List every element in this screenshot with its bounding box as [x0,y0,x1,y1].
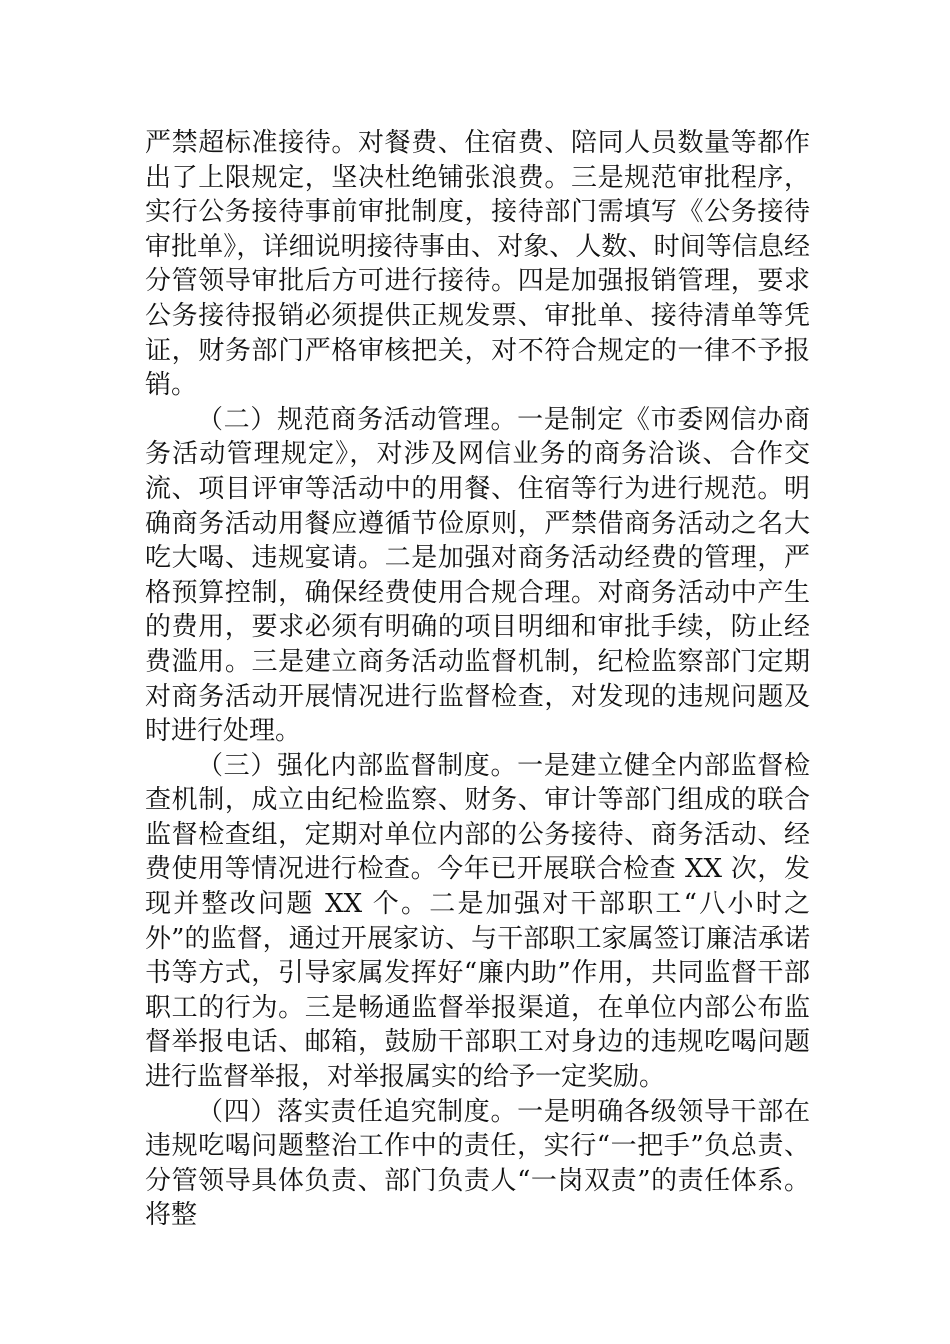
document-body [145,126,810,1233]
paragraph-continuation: 严禁超标准接待。对餐费、住宿费、陪同人员数量等都作出了上限规定，坚决杜绝铺张浪费。三是规范审批程序，实行公务接待事前审批制度，接待部门需填写《公务接待审批单》，详细说明接待事由、对象、人数、时间等信息经分管领导审批后方可进行接待。四是加强报销管理，要求公务接待报销必须提供正规发票、审批单、接待清单等凭证，财务部门严格审核把关，对不符合规定的一律不予报销。 [145,128,810,401]
paragraph-business-activity-management: （二）规范商务活动管理。一是制定《市委网信办商务活动管理规定》，对涉及网信业务的商务洽谈、合作交流、项目评审等活动中的用餐、住宿等行为进行规范。明确商务活动用餐应遵循节俭原则，严禁借商务活动之名大吃大喝、违规宴请。二是加强对商务活动经费的管理，严格预算控制，确保经费使用合规合理。对商务活动中产生的费用，要求必须有明确的项目明细和审批手续，防止经费滥用。三是建立商务活动监督机制，纪检监察部门定期对商务活动开展情况进行监督检查，对发现的违规问题及时进行处理。 [145,404,810,747]
paragraph-accountability: （四）落实责任追究制度。一是明确各级领导干部在违规吃喝问题整治工作中的责任，实行“一把手”负总责、分管领导具体负责、部门负责人“一岗双责”的责任体系。将整 [145,1096,810,1231]
paragraph-internal-supervision: （三）强化内部监督制度。一是建立健全内部监督检查机制，成立由纪检监察、财务、审计等部门组成的联合监督检查组，定期对单位内部的公务接待、商务活动、经费使用等情况进行检查。今年已开展联合检查 XX 次，发现并整改问题 XX 个。二是加强对干部职工“八小时之外”的监督，通过开展家访、与干部职工家属签订廉洁承诺书等方式，引导家属发挥好“廉内助”作用，共同监督干部职工的行为。三是畅通监督举报渠道，在单位内部公布监督举报电话、邮箱，鼓励干部职工对身边的违规吃喝问题进行监督举报，对举报属实的给予一定奖励。 [145,750,810,1093]
